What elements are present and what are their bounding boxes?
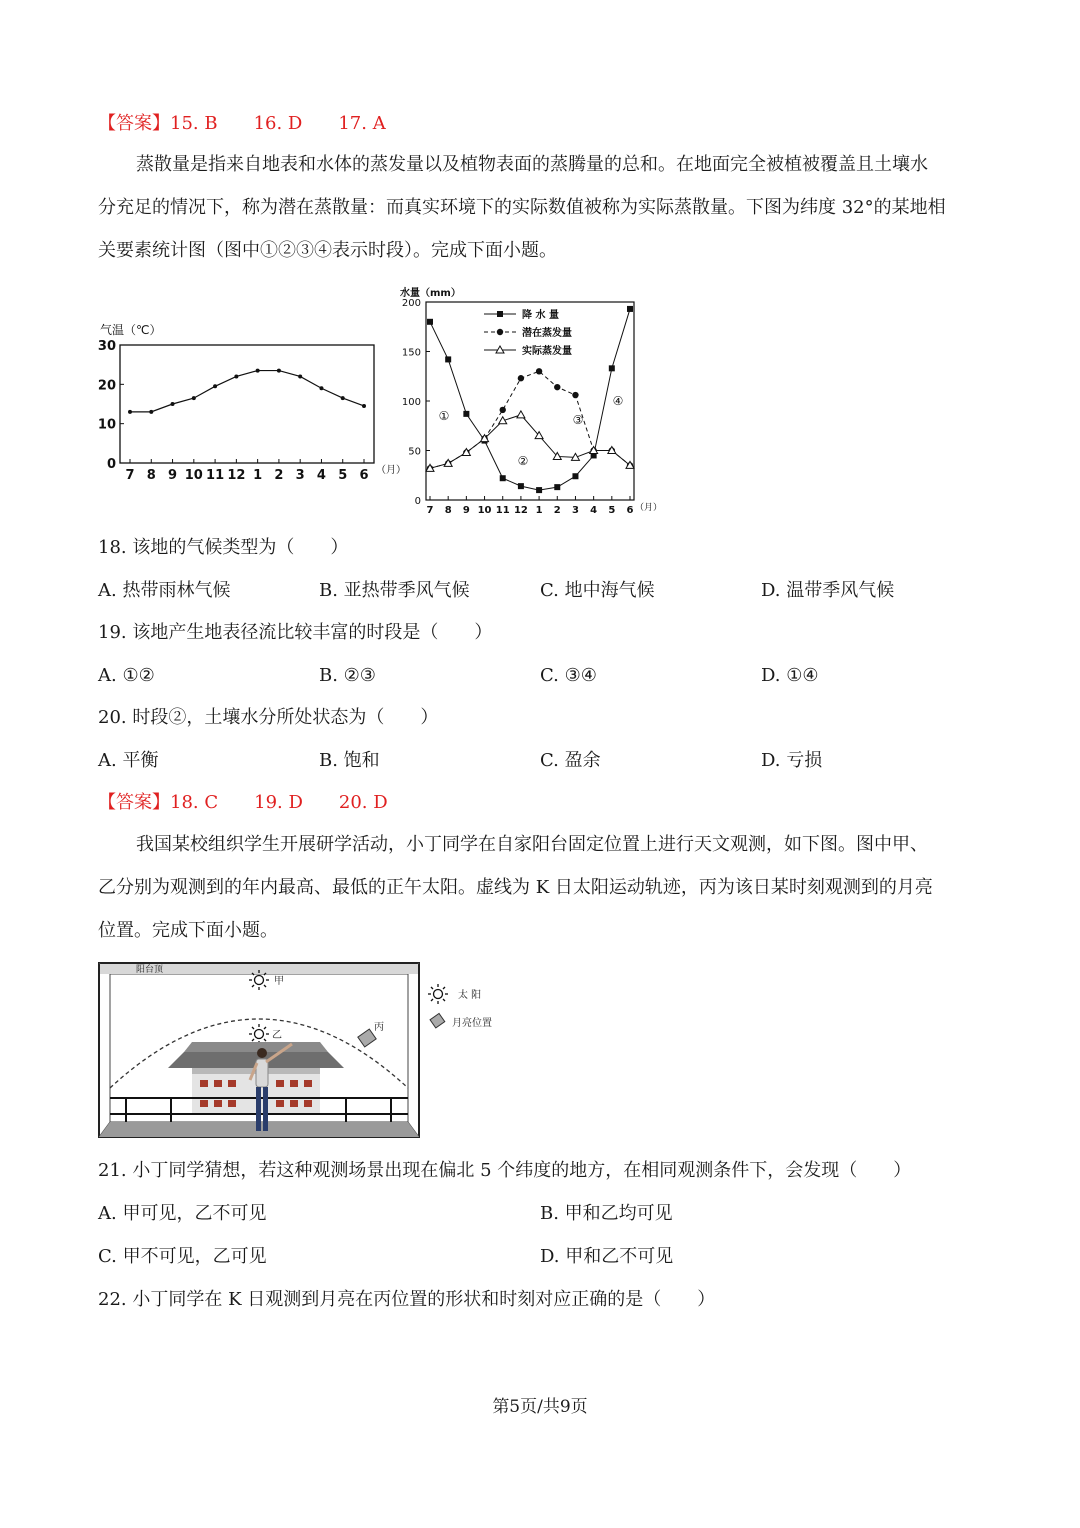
q18-option-d: D. 温带季风气候 xyxy=(761,580,895,601)
passage-1-line: 分充足的情况下，称为潜在蒸散量：而真实环境下的实际数值被称为实际蒸散量。下图为纬度 32°的某地相 xyxy=(98,197,946,218)
balcony-observation-figure xyxy=(96,960,516,1142)
y-tick-label: 20 xyxy=(97,378,116,394)
x-tick-label: 5 xyxy=(338,468,348,483)
sun-jia-icon xyxy=(249,970,269,990)
precipitation-point xyxy=(445,356,451,362)
temperature-point xyxy=(234,374,238,378)
passage-2-line: 乙分别为观测到的年内最高、最低的正午太阳。虚线为 K 日太阳运动轨迹，丙为该日某时刻观测到的月亮 xyxy=(98,877,933,898)
precipitation-point xyxy=(554,484,560,490)
y-tick-label: 0 xyxy=(414,496,421,507)
label-yi: 乙 xyxy=(272,1030,282,1041)
period-label: ③ xyxy=(572,413,584,427)
x-tick-label: 6 xyxy=(626,505,634,516)
q20-option-c: C. 盈余 xyxy=(540,750,601,771)
x-axis-unit: （月） xyxy=(635,503,663,513)
x-tick-label: 7 xyxy=(426,505,434,516)
precipitation-point xyxy=(500,475,506,481)
q18-option-c: C. 地中海气候 xyxy=(540,580,655,601)
precipitation-point xyxy=(427,319,433,325)
x-tick-label: 9 xyxy=(168,468,178,483)
x-tick-label: 11 xyxy=(206,468,225,483)
answer-item: 18. C xyxy=(170,792,219,813)
passage-1-line: 关要素统计图（图中①②③④表示时段）。完成下面小题。 xyxy=(98,240,557,261)
potential-evaporation-point xyxy=(500,407,506,413)
x-tick-label: 12 xyxy=(227,468,246,483)
temperature-point xyxy=(192,396,196,400)
y-tick-label: 0 xyxy=(106,457,116,472)
x-tick-label: 6 xyxy=(359,468,369,483)
question-20-stem: 20. 时段②，土壤水分所处状态为（ ） xyxy=(98,707,439,728)
temperature-point xyxy=(341,396,345,400)
answer-prefix: 【答案】 xyxy=(98,113,170,134)
precipitation-point xyxy=(536,487,542,493)
q19-option-a: A. ①② xyxy=(98,665,155,686)
temperature-point xyxy=(298,374,302,378)
y-axis-label: 气温（℃） xyxy=(100,323,162,337)
x-tick-label: 4 xyxy=(590,505,598,516)
label-jia: 甲 xyxy=(274,976,284,987)
sun-yi-icon xyxy=(249,1024,269,1044)
q21-option-d: D. 甲和乙不可见 xyxy=(540,1246,674,1267)
answer-item: 17. A xyxy=(338,113,386,134)
x-tick-label: 2 xyxy=(274,468,284,483)
answer-item: 20. D xyxy=(338,792,388,813)
legend-marker xyxy=(497,311,503,317)
potential-evaporation-point xyxy=(572,392,578,398)
passage-2 xyxy=(98,823,988,952)
y-axis-label: 水量（mm） xyxy=(400,288,461,299)
q20-option-d: D. 亏损 xyxy=(761,750,823,771)
temperature-point xyxy=(277,369,281,373)
x-tick-label: 3 xyxy=(571,505,579,516)
q20-option-b: B. 饱和 xyxy=(319,750,380,771)
answer-item: 16. D xyxy=(253,113,303,134)
q18-option-a: A. 热带雨林气候 xyxy=(98,580,231,601)
passage-2-line: 位置。完成下面小题。 xyxy=(98,920,278,941)
temperature-line xyxy=(130,371,364,412)
temperature-point xyxy=(362,404,366,408)
q20-option-a: A. 平衡 xyxy=(98,750,159,771)
y-tick-label: 200 xyxy=(401,298,421,309)
x-tick-label: 10 xyxy=(184,468,203,483)
legend-sun-label: 太 阳 xyxy=(458,990,482,1001)
x-tick-label: 3 xyxy=(295,468,305,483)
temperature-point xyxy=(128,410,132,414)
x-tick-label: 1 xyxy=(253,468,263,483)
x-tick-label: 5 xyxy=(608,505,616,516)
temperature-chart xyxy=(96,318,406,488)
x-tick-label: 12 xyxy=(513,505,528,516)
y-tick-label: 150 xyxy=(401,347,421,359)
temperature-point xyxy=(171,402,175,406)
page-footer: 第5页/共9页 xyxy=(492,1397,588,1417)
balcony-roof-label: 阳台顶 xyxy=(136,965,164,975)
answer-item: 19. D xyxy=(254,792,303,813)
precipitation-point xyxy=(627,306,633,312)
potential-evaporation-line xyxy=(430,371,630,468)
precipitation-point xyxy=(572,473,578,479)
q21-option-b: B. 甲和乙均可见 xyxy=(540,1203,673,1224)
x-tick-label: 8 xyxy=(444,505,452,516)
q19-option-b: B. ②③ xyxy=(319,665,376,686)
potential-evaporation-point xyxy=(518,375,524,381)
temperature-point xyxy=(149,410,153,414)
legend-sun-icon xyxy=(428,984,448,1004)
passage-2-line: 我国某校组织学生开展研学活动，小丁同学在自家阳台固定位置上进行天文观测，如下图。图中甲、 xyxy=(136,834,928,855)
legend-label: 实际蒸发量 xyxy=(522,346,572,357)
legend-moon-label: 月亮位置 xyxy=(452,1018,492,1029)
passage-1 xyxy=(98,143,988,272)
x-tick-label: 4 xyxy=(316,468,326,483)
temperature-point xyxy=(213,384,217,388)
q18-option-b: B. 亚热带季风气候 xyxy=(319,580,470,601)
y-tick-label: 30 xyxy=(97,339,116,354)
answer-line-2 xyxy=(98,791,388,815)
y-tick-label: 100 xyxy=(401,397,421,408)
x-tick-label: 1 xyxy=(535,505,543,516)
period-label: ④ xyxy=(612,394,624,408)
q21-option-a: A. 甲可见，乙不可见 xyxy=(98,1203,267,1224)
question-19-stem: 19. 该地产生地表径流比较丰富的时段是（ ） xyxy=(98,622,493,643)
temperature-point xyxy=(319,386,323,390)
period-label: ② xyxy=(517,454,529,468)
legend-moon-icon xyxy=(430,1013,445,1028)
q21-option-c: C. 甲不可见，乙可见 xyxy=(98,1246,267,1267)
legend-label: 降 水 量 xyxy=(522,310,559,321)
y-tick-label: 10 xyxy=(97,417,116,433)
q19-option-d: D. ①④ xyxy=(761,665,819,686)
answer-prefix: 【答案】 xyxy=(98,792,170,813)
actual-evaporation-point xyxy=(517,411,525,418)
question-18-stem: 18. 该地的气候类型为（ ） xyxy=(98,537,349,558)
period-label: ① xyxy=(438,409,450,423)
passage-1-line: 蒸散量是指来自地表和水体的蒸发量以及植物表面的蒸腾量的总和。在地面完全被植被覆盖且土壤水 xyxy=(136,154,928,175)
question-21-stem: 21. 小丁同学猜想，若这种观测场景出现在偏北 5 个纬度的地方，在相同观测条件下，会发现（ ） xyxy=(98,1160,912,1181)
question-22-stem: 22. 小丁同学在 K 日观测到月亮在丙位置的形状和时刻对应正确的是（ ） xyxy=(98,1289,716,1310)
precipitation-point xyxy=(463,411,469,417)
q19-option-c: C. ③④ xyxy=(540,665,597,686)
legend-label: 潜在蒸发量 xyxy=(522,328,572,339)
y-tick-label: 50 xyxy=(408,446,421,458)
x-tick-label: 11 xyxy=(495,505,510,516)
x-tick-label: 9 xyxy=(462,505,470,516)
x-tick-label: 10 xyxy=(477,505,492,516)
temperature-point xyxy=(256,369,260,373)
water-balance-chart xyxy=(396,284,666,516)
legend-marker xyxy=(497,329,503,335)
precipitation-point xyxy=(518,483,524,489)
potential-evaporation-point xyxy=(536,368,542,374)
x-tick-label: 2 xyxy=(553,505,561,516)
x-tick-label: 8 xyxy=(146,468,156,483)
x-tick-label: 7 xyxy=(125,468,135,483)
answer-item: 15. B xyxy=(170,113,218,134)
label-bing: 丙 xyxy=(374,1022,384,1033)
precipitation-point xyxy=(609,365,615,371)
answer-line-1 xyxy=(98,112,386,136)
x-axis-unit: （月） xyxy=(376,465,406,476)
plot-frame xyxy=(120,345,374,463)
potential-evaporation-point xyxy=(554,384,560,390)
